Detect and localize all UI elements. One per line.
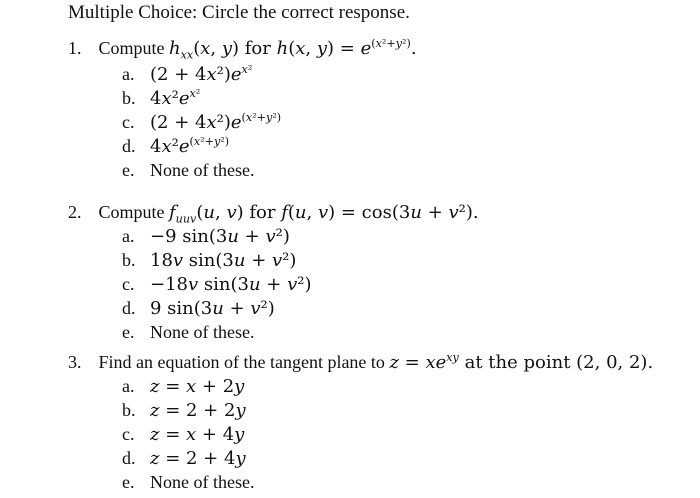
question-math: $f_{uuv}(u$, v) for f(u, v) = cos(3u + v²). [169,202,479,226]
question-text: Compute [98,202,165,222]
question-1-stem [68,37,417,62]
question-2-option-c[interactable] [122,274,312,295]
question-3-option-b[interactable] [122,400,246,421]
option-letter: e. [122,472,135,492]
instructions-heading: Multiple Choice: Circle the correct response. [68,2,410,23]
option-text: None of these. [150,322,255,342]
option-math: $4x^2e^{(x^2+y^2)}$ [150,135,230,157]
question-1-option-c[interactable] [122,112,281,133]
option-math: −18v sin(3u + v²) [150,274,312,295]
option-letter: c. [122,112,135,132]
option-letter: e. [122,160,135,180]
option-math: 18v sin(3u + v²) [150,250,297,271]
question-3-option-a[interactable] [122,376,244,397]
option-letter: a. [122,226,135,246]
question-math: $z = xe^{xy}$ at the point (2, 0, 2). [389,351,654,373]
option-letter: d. [122,298,136,318]
option-text: None of these. [150,472,255,492]
question-2-option-b[interactable] [122,250,296,271]
question-2-option-e[interactable] [122,322,254,343]
question-3-option-d[interactable] [122,448,246,469]
option-letter: d. [122,136,136,156]
option-math: z = 2 + 2y [150,400,246,421]
option-letter: a. [122,376,135,396]
question-text: Compute [98,38,165,58]
option-math: −9 sin(3u + v²) [150,226,290,247]
question-1-option-e[interactable] [122,160,254,181]
question-2-option-d[interactable] [122,298,275,319]
option-letter: a. [122,64,135,84]
question-2-stem [68,202,479,226]
question-number: 3. [68,352,82,372]
question-1-option-a[interactable] [122,64,252,85]
option-text: None of these. [150,160,255,180]
question-math: $h_{xx}(x$, y) for h(x, $y) = e^{(x^2+y^2)}$. [169,37,417,62]
option-math: $(2 + 4x^2)e^{(x^2+y^2)}$ [150,111,282,133]
option-letter: e. [122,322,135,342]
question-2-option-a[interactable] [122,226,290,247]
option-math: $4x^2e^{x^2}$ [150,87,201,109]
question-3-option-c[interactable] [122,424,244,445]
option-math: z = 2 + 4y [150,448,246,469]
question-1-option-b[interactable] [122,88,200,109]
question-text: Find an equation of the tangent plane to [98,352,385,372]
option-letter: c. [122,424,135,444]
question-number: 2. [68,202,82,222]
question-3-option-e[interactable] [122,472,254,493]
question-number: 1. [68,38,82,58]
option-math: z = x + 2y [150,376,245,397]
option-letter: d. [122,448,136,468]
option-math: $(2 + 4x^2)e^{x^2}$ [150,63,253,85]
option-math: 9 sin(3u + v²) [150,298,275,319]
option-letter: c. [122,274,135,294]
option-letter: b. [122,88,136,108]
option-math: z = x + 4y [150,424,245,445]
option-letter: b. [122,400,136,420]
option-letter: b. [122,250,136,270]
question-3-stem [68,352,653,373]
question-1-option-d[interactable] [122,136,229,157]
